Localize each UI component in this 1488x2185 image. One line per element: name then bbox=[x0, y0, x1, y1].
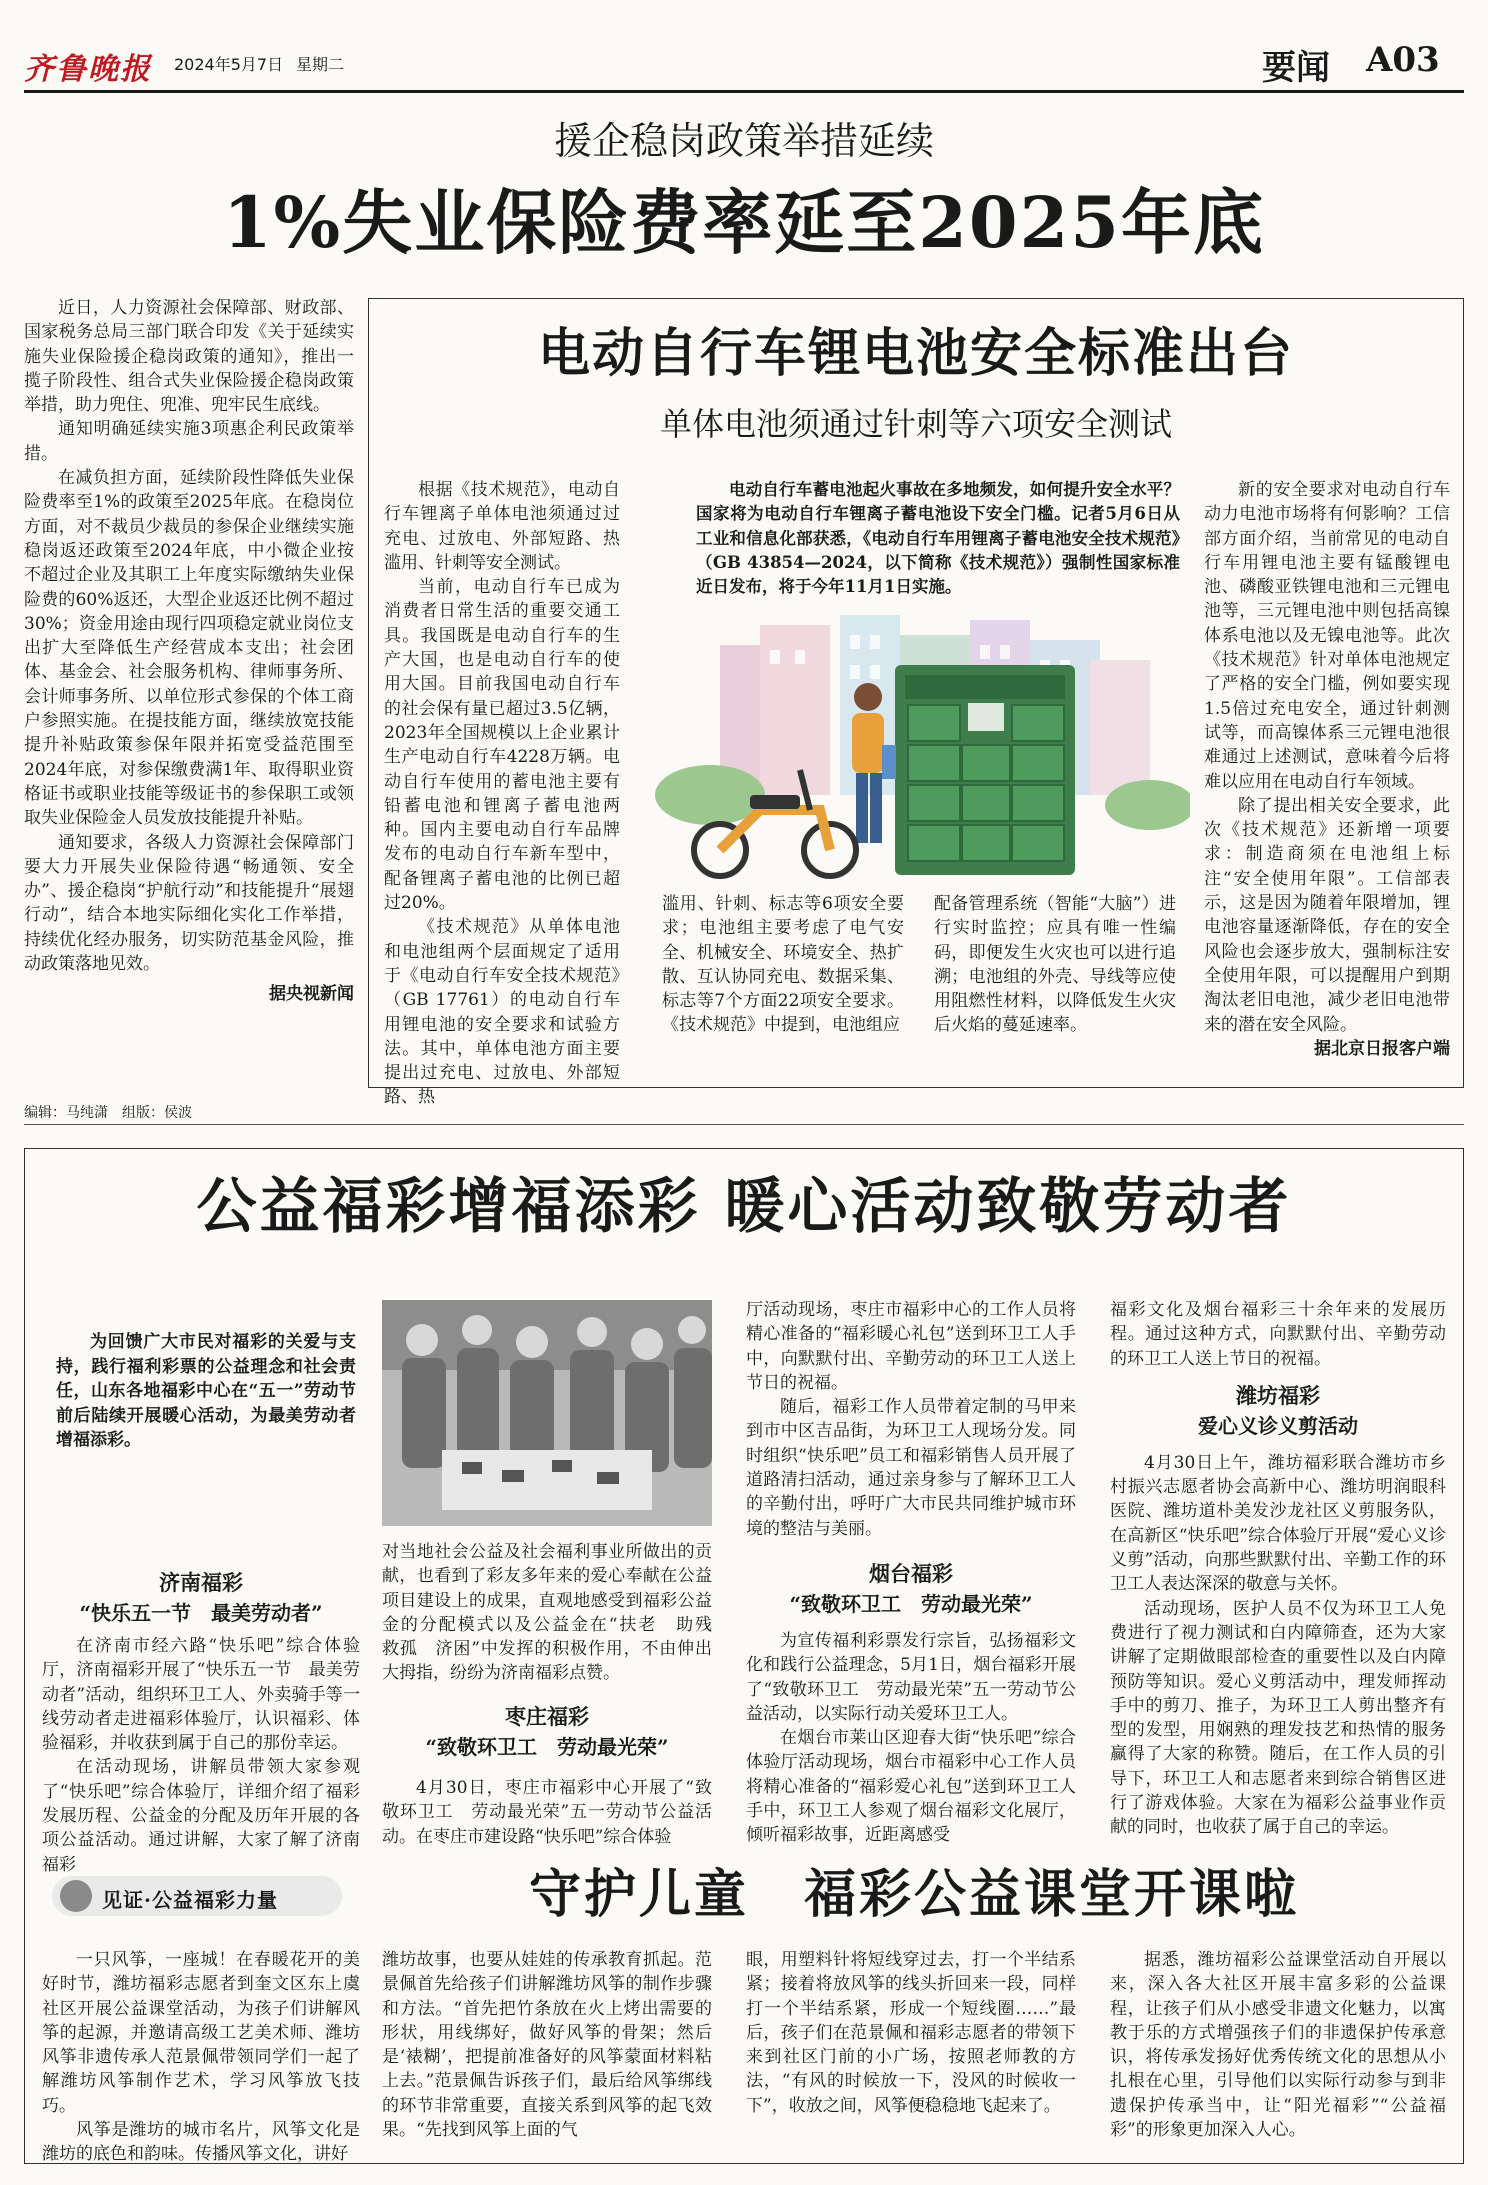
jinan-continuation bbox=[382, 1540, 729, 1686]
welfare-intro bbox=[56, 1330, 356, 1453]
paper-name-logo: 齐鲁晚报 bbox=[24, 52, 152, 87]
weifang-paragraph: 4月30日上午，潍坊福彩联合潍坊市乡村振兴志愿者协会高新中心、潍坊明润眼科医院、潍坊道朴美发沙龙社区义剪服务队，在高新区“快乐吧”综合体验厅开展“爱心义诊义剪”活动，向那些默默付出、辛勤工作的环卫工人表达深深的敬意与关怀。 bbox=[1110, 1452, 1446, 1595]
battery-cabinet-illustration bbox=[650, 605, 1190, 887]
issue-date: 2024年5月7日 bbox=[174, 55, 284, 74]
article2-paragraph: 根据《技术规范》，电动自行车锂离子单体电池须通过过充电、过放电、外部短路、热滥用、针刺等安全测试。 bbox=[384, 480, 620, 573]
lottery-logo-icon bbox=[60, 1880, 92, 1912]
kite-column-1 bbox=[42, 1948, 360, 2167]
yantai-subtitle: “致敬环卫工 劳动最光荣” bbox=[789, 1591, 1033, 1616]
kite-column-3 bbox=[746, 1948, 1076, 2118]
zaozhuang-title: 枣庄福彩 bbox=[505, 1704, 589, 1729]
jinan-paragraph: 对当地社会公益及社会福利事业所做出的贡献，也看到了彩友多年来的爱心奉献在公益项目建设上的成果，直观地感受到福彩公益金的分配模式以及公益金在“扶老 助残 救孤 济困”中发挥的积极作用，不由伸出大拇指，纷纷为济南福彩点赞。 bbox=[382, 1542, 729, 1684]
article2-paragraph: 《技术规范》从单体电池和电池组两个层面规定了适用于《电动自行车安全技术规范》（GB 17761）的电动自行车用锂电池的安全要求和试验方法。其中，单体电池方面主要提出过充电、过放电、外部短路、热 bbox=[384, 917, 620, 1108]
jinan-title: 济南福彩 bbox=[159, 1570, 243, 1595]
zaozhuang-subtitle: “致敬环卫工 劳动最光荣” bbox=[425, 1735, 669, 1759]
zaozhuang-paragraph: 4月30日，枣庄市福彩中心开展了“致敬环卫工 劳动最光荣”五一劳动节公益活动。在枣庄市建设路“快乐吧”综合体验 bbox=[382, 1778, 712, 1847]
weifang-title: 潍坊福彩 bbox=[1236, 1382, 1320, 1408]
weifang-subtitle: 爱心义诊义剪活动 bbox=[1198, 1413, 1358, 1438]
article1-paragraph: 在减负担方面，延续阶段性降低失业保险费率至1%的政策至2025年底。在稳岗位方面，对不裁员少裁员的参保企业继续实施稳岗返还政策至2024年底，中小微企业按不超过企业及其职工上年度实际缴纳失业保险费的60%返还，大型企业返还比例不超过30%；资金用途由现行四项稳定就业岗位支出扩大至降低生产经营成本支出；社会团体、基金会、社会服务机构、律师事务所、会计师事务所、以单位形式参保的个体工商户参照实施。在提技能方面，继续放宽技能提升补贴政策参保年限并拓宽受益范围至2024年底，对参保缴费满1年、取得职业资格证书或职业技能等级证书的参保职工或领取失业保险金人员发放技能提升补贴。 bbox=[24, 468, 354, 829]
article1-body bbox=[24, 296, 354, 1006]
kite-paragraph: 潍坊故事，也要从娃娃的传承教育抓起。范景佩首先给孩子们讲解潍坊风筝的制作步骤和方法。“首先把竹条放在火上烤出需要的形状，用线绑好，做好风筝的骨架；然后是‘裱糊’，把提前准备好的风筝蒙面材料粘上去。”范景佩告诉孩子们，最后给风筝绑线的环节非常重要，直接关系到风筝的起飞效果。“先找到风筝上面的气 bbox=[382, 1950, 712, 2141]
article2-source: 据北京日报客户端 bbox=[1314, 1038, 1450, 1059]
lottery-logo-text: 见证·公益福彩力量 bbox=[102, 1888, 278, 1912]
article2-column-3 bbox=[934, 892, 1176, 1038]
article2-subheadline: 单体电池须通过针刺等六项安全测试 bbox=[659, 405, 1172, 443]
editor-line: 编辑：马纯潇 组版：侯波 bbox=[24, 1105, 192, 1121]
article2-paragraph: 当前，电动自行车已成为消费者日常生活的重要交通工具。我国既是电动自行车的生产大国，也是电动自行车的使用大国。目前我国电动自行车的社会保有量已超过3.5亿辆，2023年全国规模以上企业累计生产电动自行车4228万辆。电动自行车使用的蓄电池主要有铅蓄电池和锂离子蓄电池两种。国内主要电动自行车品牌发布的电动自行车新车型中，配备锂离子蓄电池的比例已超过20%。 bbox=[384, 577, 620, 914]
lottery-logo-banner bbox=[52, 1876, 342, 1916]
article2-paragraph: 除了提出相关安全要求，此次《技术规范》还新增一项要求：制造商须在电池组上标注“安全使用年限”。工信部表示，这是因为随着年限增加，锂电池容量逐渐降低，存在的安全风险也会逐步放大，强制标注安全使用年限，可以提醒用户到期淘汰老旧电池，减少老旧电池带来的潜在安全风险。 bbox=[1204, 795, 1450, 1035]
jinan-paragraph: 在活动现场，讲解员带领大家参观了“快乐吧”综合体验厅，详细介绍了福彩发展历程、公益金的分配及历年开展的各项公益活动。通过讲解，大家了解了济南福彩 bbox=[42, 1757, 360, 1875]
kite-headline: 守护儿童 福彩公益课堂开课啦 bbox=[528, 1864, 1299, 1925]
section-name: 要闻 bbox=[1262, 48, 1330, 88]
masthead bbox=[24, 38, 1464, 88]
yantai-paragraph: 在烟台市莱山区迎春大街“快乐吧”综合体验厅活动现场，烟台市福彩中心工作人员将精心准备的“福彩爱心礼包”送到环卫工人手中，环卫工人参观了烟台福彩文化展厅，倾听福彩故事，近距离感受 bbox=[746, 1728, 1076, 1846]
welfare-headline: 公益福彩增福添彩 暖心活动致敬劳动者 bbox=[196, 1172, 1292, 1242]
kite-column-4 bbox=[1110, 1948, 1446, 2142]
article2-column-1 bbox=[384, 478, 620, 1110]
article2-column-4 bbox=[1204, 478, 1450, 1061]
masthead-rule bbox=[24, 90, 1464, 93]
yantai-paragraph: 福彩文化及烟台福彩三十余年来的发展历程。通过这种方式，向默默付出、辛勤劳动的环卫工人送上节日的祝福。 bbox=[1110, 1300, 1446, 1369]
article2-paragraph: 配备管理系统（智能“大脑”）进行实时监控；应具有唯一性编码，即便发生火灾也可以进行追溯；电池组的外壳、导线等应使用阻燃性材料，以降低发生火灾后火焰的蔓延速率。 bbox=[934, 894, 1176, 1036]
article1-source: 据央视新闻 bbox=[269, 984, 354, 1005]
jinan-paragraph: 在济南市经六路“快乐吧”综合体验厅，济南福彩开展了“快乐五一节 最美劳动者”活动，组织环卫工人、外卖骑手等一线劳动者走进福彩体验厅，认识福彩、体验福彩，并收获到属于自己的那份幸运。 bbox=[42, 1636, 360, 1754]
article1-paragraph: 近日，人力资源社会保障部、财政部、国家税务总局三部门联合印发《关于延续实施失业保险援企稳岗政策的通知》，推出一揽子阶段性、组合式失业保险援企稳岗政策举措，助力兜住、兜准、兜牢民生底线。 bbox=[24, 298, 354, 416]
page-number: A03 bbox=[1366, 40, 1440, 80]
jinan-subtitle: “快乐五一节 最美劳动者” bbox=[79, 1601, 323, 1625]
article2-headline: 电动自行车锂电池安全标准出台 bbox=[537, 323, 1294, 384]
kite-paragraph: 据悉，潍坊福彩公益课堂活动自开展以来，深入各大社区开展丰富多彩的公益课程，让孩子们从小感受非遗文化魅力，以寓教于乐的方式增强孩子们的非遗保护传承意识，将传承发扬好优秀传统文化的思想从小扎根在心里，引导他们以实际行动参与到非遗保护传承当中，让“阳光福彩”“公益福彩”的形象更加深入人心。 bbox=[1110, 1950, 1446, 2141]
welfare-column-4 bbox=[1110, 1298, 1446, 1840]
zaozhuang-paragraph: 厅活动现场，枣庄市福彩中心的工作人员将精心准备的“福彩暖心礼包”送到环卫工人手中，向默默付出、辛勤劳动的环卫工人送上节日的祝福。 bbox=[746, 1300, 1076, 1393]
section-divider bbox=[24, 1124, 1464, 1125]
article2-lead bbox=[696, 478, 1180, 599]
welfare-column-3 bbox=[746, 1298, 1076, 1848]
zaozhuang-paragraph: 随后，福彩工作人员带着定制的马甲来到市中区吉品街，为环卫工人现场分发。同时组织“快乐吧”员工和福彩销售人员开展了道路清扫活动，通过亲身参与了解环卫工人的辛勤付出，呼吁广大市民共同维护城市环境的整洁与美丽。 bbox=[746, 1397, 1076, 1539]
article1-headline: 1%失业保险费率延至2025年底 bbox=[222, 181, 1266, 264]
issue-weekday: 星期二 bbox=[296, 55, 345, 74]
kite-paragraph: 一只风筝，一座城！在春暖花开的美好时节，潍坊福彩志愿者到奎文区东上虞社区开展公益课堂活动，为孩子们讲解风筝的起源，并邀请高级工艺美术师、潍坊风筝非遗传承人范景佩带领同学们一起了解潍坊风筝制作艺术，学习风筝放飞技巧。 bbox=[42, 1950, 360, 2116]
article1-kicker: 援企稳岗政策举措延续 bbox=[553, 119, 934, 163]
weifang-paragraph: 活动现场，医护人员不仅为环卫工人免费进行了视力测试和白内障筛查，还为大家讲解了定期做眼部检查的重要性以及白内障预防等知识。爱心义剪活动中，理发师挥动手中的剪刀、推子，为环卫工人剪出整齐有型的发型，用娴熟的理发技艺和热情的服务赢得了大家的称赞。随后，在工作人员的引导下，环卫工人和志愿者来到综合销售区进行了游戏体验。大家在为福彩公益事业作贡献的同时，也收获了属于自己的幸运。 bbox=[1110, 1598, 1446, 1838]
kite-paragraph: 眼，用塑料针将短线穿过去，打一个半结系紧；接着将放风筝的线头折回来一段，同样打一个半结系紧，形成一个短线圈……”最后，孩子们在范景佩和福彩志愿者的带领下来到社区门前的小广场，按照老师教的方法，“有风的时候放一下，没风的时候收一下”，收放之间，风筝便稳稳地飞起来了。 bbox=[746, 1950, 1076, 2116]
article2-column-2 bbox=[662, 892, 904, 1038]
welfare-intro-text: 为回馈广大市民对福彩的关爱与支持，践行福利彩票的公益理念和社会责任，山东各地福彩中心在“五一”劳动节前后陆续开展暖心活动，为最美劳动者增福添彩。 bbox=[56, 1332, 356, 1450]
welfare-event-photo bbox=[382, 1300, 712, 1526]
kite-column-2 bbox=[382, 1948, 712, 2142]
article2-paragraph: 滥用、针刺、标志等6项安全要求；电池组主要考虑了电气安全、机械安全、环境安全、热扩散、互认协同充电、数据采集、标志等7个方面22项安全要求。《技术规范》中提到，电池组应 bbox=[662, 894, 904, 1036]
zaozhuang-section bbox=[382, 1702, 712, 1849]
jinan-section bbox=[42, 1568, 360, 1877]
yantai-paragraph: 为宣传福利彩票发行宗旨，弘扬福彩文化和践行公益理念，5月1日，烟台福彩开展了“致敬环卫工 劳动最光荣”五一劳动节公益活动，以实际行动关爱环卫工人。 bbox=[746, 1630, 1076, 1724]
article2-paragraph: 新的安全要求对电动自行车动力电池市场将有何影响？工信部方面介绍，当前常见的电动自行车用锂电池主要有锰酸锂电池、磷酸亚铁锂电池和三元锂电池等，三元锂电池中则包括高镍体系电池以及无镍电池等。此次《技术规范》针对单体电池规定了严格的安全门槛，例如要实现1.5倍过充电安全，通过针刺测试等，而高镍体系三元锂电池很难通过上述测试，意味着今后将难以应用在电动自行车领域。 bbox=[1204, 480, 1450, 792]
kite-paragraph: 风筝是潍坊的城市名片，风筝文化是潍坊的底色和韵味。传播风筝文化，讲好 bbox=[42, 2120, 360, 2165]
yantai-title: 烟台福彩 bbox=[869, 1560, 953, 1586]
article2-lead-text: 电动自行车蓄电池起火事故在多地频发，如何提升安全水平？国家将为电动自行车锂离子蓄电池设下安全门槛。记者5月6日从工业和信息化部获悉，《电动自行车用锂离子蓄电池安全技术规范》（GB 43854—2024，以下简称《技术规范》）强制性国家标准近日发布，将于今年11月1日实施。 bbox=[696, 480, 1180, 597]
article1-paragraph: 通知要求，各级人力资源社会保障部门要大力开展失业保险待遇“畅通领、安全办”、援企稳岗“护航行动”和技能提升“展翅行动”，结合本地实际细化实化工作举措，持续优化经办服务，切实防范基金风险，推动政策落地见效。 bbox=[24, 832, 354, 975]
article1-paragraph: 通知明确延续实施3项惠企利民政策举措。 bbox=[24, 419, 354, 464]
